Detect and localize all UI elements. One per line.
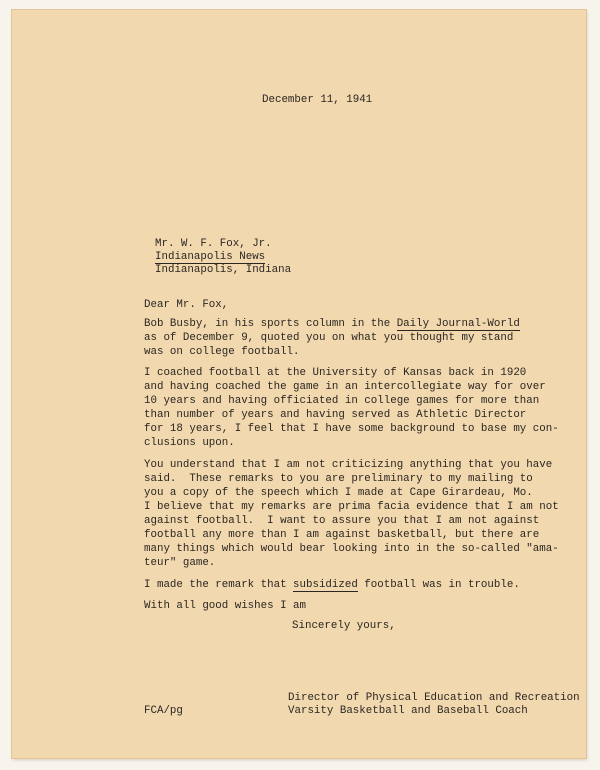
complimentary-close: Sincerely yours, <box>292 620 396 632</box>
subsidized-word: subsidized <box>293 579 358 591</box>
paragraph-3-line: You understand that I am not criticizing anything that you have <box>144 459 553 471</box>
signature-title-1: Director of Physical Education and Recreation <box>288 692 580 704</box>
paragraph-4-pre: I made the remark that <box>144 579 294 591</box>
signature-title-2: Varsity Basketball and Baseball Coach <box>288 705 528 717</box>
newspaper-title: Daily Journal-World <box>396 318 520 330</box>
paragraph-4 <box>144 579 520 592</box>
paragraph-2-line: for 18 years, I feel that I have some background to base my con- <box>144 423 559 435</box>
paragraph-2-line: than number of years and having served as Athletic Director <box>144 409 527 421</box>
salutation: Dear Mr. Fox, <box>144 299 229 311</box>
paragraph-1-line-1-text: Bob Busby, in his sports column in the <box>144 318 397 330</box>
paragraph-2-line: and having coached the game in an intercollegiate way for over <box>144 381 546 393</box>
paragraph-1-line-3: was on college football. <box>144 346 300 358</box>
paragraph-3-line: against football. I want to assure you that I am not against <box>144 515 540 527</box>
paragraph-3-line: many things which would bear looking into in the so-called "ama- <box>144 543 559 555</box>
recipient-city: Indianapolis, Indiana <box>155 264 292 276</box>
paragraph-3-line: teur" game. <box>144 557 216 569</box>
letter-date: December 11, 1941 <box>262 94 373 106</box>
typist-initials: FCA/pg <box>144 705 183 717</box>
recipient-organization-text: Indianapolis News <box>155 251 266 263</box>
paragraph-3-line: I believe that my remarks are prima facia evidence that I am not <box>144 501 559 513</box>
paragraph-2-line: clusions upon. <box>144 437 235 449</box>
paragraph-2-line: 10 years and having officiated in college games for more than <box>144 395 540 407</box>
paragraph-3-line: you a copy of the speech which I made at Cape Girardeau, Mo. <box>144 487 533 499</box>
recipient-organization <box>155 251 265 264</box>
paragraph-1-line-1 <box>144 318 520 331</box>
paragraph-3-line: said. These remarks to you are preliminary to my mailing to <box>144 473 533 485</box>
paragraph-1-line-2: as of December 9, quoted you on what you thought my stand <box>144 332 514 344</box>
paragraph-4-post: football was in trouble. <box>357 579 520 591</box>
paragraph-2-line: I coached football at the University of Kansas back in 1920 <box>144 367 527 379</box>
paragraph-3-line: football any more than I am against basketball, but there are <box>144 529 540 541</box>
paragraph-5: With all good wishes I am <box>144 600 306 612</box>
recipient-name: Mr. W. F. Fox, Jr. <box>155 238 272 250</box>
letter-page <box>12 10 586 758</box>
